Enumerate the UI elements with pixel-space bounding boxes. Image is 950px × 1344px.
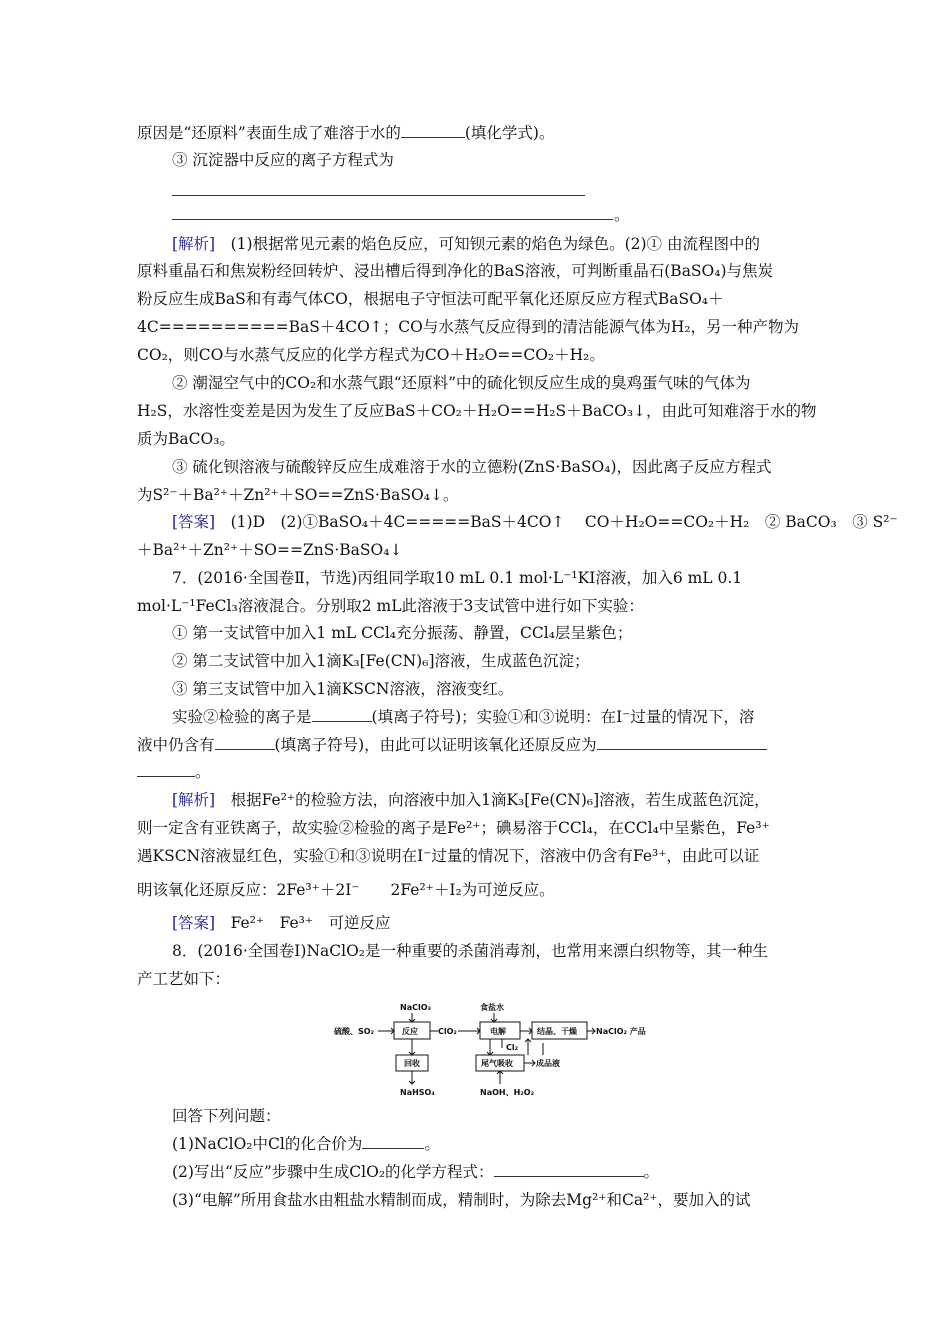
label-finished: 成品液: [536, 1059, 560, 1068]
question-line: [172, 1162, 817, 1182]
question-line: mol·L⁻¹FeCl₃溶液混合。分别取2 mL此溶液于3支试管中进行如下实验：: [137, 597, 644, 615]
question-line: (3)“电解”所用食盐水由粗盐水精制而成，精制时，为除去Mg²⁺和Ca²⁺，要加入的试: [172, 1191, 751, 1209]
analysis-line: 质为BaCO₃。: [137, 430, 235, 448]
answer-rule: [172, 195, 585, 196]
question-line: [172, 1134, 817, 1154]
question-line: [137, 735, 817, 755]
label-acid: 硫酸、SO₂: [334, 1027, 375, 1036]
question-line: 8．(2016·全国卷Ⅰ)NaClO₂是一种重要的杀菌消毒剂，也常用来漂白织物等，其一种生: [172, 942, 768, 960]
analysis-line: 4C==========BaS＋4CO↑；CO与水蒸气反应得到的清洁能源气体为H₂，另一种产物为: [137, 318, 800, 336]
analysis-line: [172, 790, 817, 810]
text: 原因是“还原料”表面生成了难溶于水的: [137, 124, 401, 142]
text: (填离子符号)；实验①和③说明：在I⁻过量的情况下，溶: [371, 708, 755, 726]
analysis-line: CO₂，则CO与水蒸气反应的化学方程式为CO＋H₂O==CO₂＋H₂。: [137, 346, 605, 364]
answer-tag: [答案]: [172, 914, 216, 932]
text-line: ③ 沉淀器中反应的离子方程式为: [172, 151, 394, 169]
label-tail-gas: 尾气吸收: [481, 1059, 513, 1068]
analysis-line: [172, 234, 817, 254]
analysis-line: 粉反应生成BaS和有毒气体CO，根据电子守恒法可配平氧化还原反应方程式BaSO₄＋: [137, 290, 724, 308]
analysis-line: 为S²⁻＋Ba²⁺＋Zn²⁺＋SO==ZnS·BaSO₄↓。: [137, 486, 459, 504]
answer-line: [172, 913, 817, 933]
text: 实验②检验的离子是: [172, 708, 312, 726]
analysis-line: 原料重晶石和焦炭粉经回转炉、浸出槽后得到净化的BaS溶液，可判断重晶石(BaSO₄)与焦炭: [137, 262, 774, 280]
answer-blank: [401, 123, 465, 138]
analysis-line: ③ 硫化钡溶液与硫酸锌反应生成难溶于水的立德粉(ZnS·BaSO₄)，因此离子反应方程式: [172, 458, 772, 476]
text: 。: [643, 1163, 660, 1181]
text: (填离子符号)，由此可以证明该氧化还原反应为: [274, 736, 597, 754]
text-line: 。: [614, 206, 630, 224]
answer-tag: [答案]: [172, 513, 216, 531]
label-reaction: 反应: [402, 1027, 418, 1036]
label-cl2: Cl₂: [506, 1043, 519, 1052]
analysis-line: 遇KSCN溶液显红色，实验①和③说明在I⁻过量的情况下，溶液中仍含有Fe³⁺，由此可以证: [137, 847, 760, 865]
text: 液中仍含有: [137, 736, 215, 754]
label-recover: 回收: [404, 1059, 420, 1068]
analysis-tag: [解析]: [172, 791, 216, 809]
label-product: NaClO₂ 产品: [596, 1027, 646, 1036]
analysis-line: ② 潮湿空气中的CO₂和水蒸气跟“还原料”中的硫化钡反应生成的臭鸡蛋气味的气体为: [172, 374, 751, 392]
question-line: 产工艺如下：: [137, 970, 231, 988]
answer-blank: [494, 1162, 644, 1177]
text: (填化学式)。: [464, 124, 555, 142]
label-clo2: ClO₂: [438, 1027, 457, 1036]
answer-blank: [137, 762, 195, 777]
label-crystallize: 结晶、干燥: [537, 1027, 577, 1036]
text-line: [137, 123, 817, 143]
question-line: [172, 707, 817, 727]
label-nahso4: NaHSO₄: [400, 1088, 435, 1097]
label-brine: 食盐水: [480, 1003, 504, 1012]
text: (1)D (2)①BaSO₄＋4C=====BaS＋4CO↑ CO＋H₂O==CO₂＋H₂ ② BaCO₃ ③ S²⁻: [215, 513, 898, 531]
analysis-tag: [解析]: [172, 235, 216, 253]
question-line: ① 第一支试管中加入1 mL CCl₄充分振荡、静置，CCl₄层呈紫色；: [172, 624, 633, 642]
analysis-line: 则一定含有亚铁离子，故实验②检验的离子是Fe²⁺；碘易溶于CCl₄，在CCl₄中呈紫色，Fe³⁺: [137, 819, 770, 837]
answer-rule: [172, 219, 613, 220]
label-electrolysis: 电解: [490, 1027, 506, 1036]
label-naclo3: NaClO₃: [400, 1003, 432, 1012]
label-naoh: NaOH、H₂O₂: [480, 1088, 535, 1097]
text: 根据Fe²⁺的检验方法，向溶液中加入1滴K₃[Fe(CN)₆]溶液，若生成蓝色沉淀，: [215, 791, 770, 809]
text: Fe²⁺ Fe³⁺ 可逆反应: [215, 914, 391, 932]
answer-line: ＋Ba²⁺＋Zn²⁺＋SO==ZnS·BaSO₄↓: [137, 541, 403, 559]
question-line: ③ 第三支试管中加入1滴KSCN溶液，溶液变红。: [172, 680, 514, 698]
answer-blank: [312, 707, 372, 722]
analysis-line: H₂S，水溶性变差是因为发生了反应BaS＋CO₂＋H₂O==H₂S＋BaCO₃↓，由此可知难溶于水的物: [137, 402, 817, 420]
process-flow-diagram: [330, 1000, 660, 1110]
answer-blank: [215, 735, 275, 750]
question-line: 回答下列问题：: [172, 1107, 281, 1125]
text: 。: [195, 763, 211, 781]
question-line: [137, 762, 817, 782]
text: (1)根据常见元素的焰色反应，可知钡元素的焰色为绿色。(2)① 由流程图中的: [215, 235, 760, 253]
answer-blank: [362, 1134, 424, 1149]
question-line: ② 第二支试管中加入1滴K₃[Fe(CN)₆]溶液，生成蓝色沉淀；: [172, 652, 590, 670]
text: 。: [424, 1135, 440, 1153]
analysis-line: 明该氧化还原反应：2Fe³⁺＋2I⁻ 2Fe²⁺＋I₂为可逆反应。: [137, 881, 555, 899]
text: (1)NaClO₂中Cl的化合价为: [172, 1135, 363, 1153]
answer-blank: [597, 735, 767, 750]
answer-line: [172, 512, 898, 532]
text: (2)写出“反应”步骤中生成ClO₂的化学方程式：: [172, 1163, 494, 1181]
question-line: 7．(2016·全国卷Ⅱ，节选)丙组同学取10 mL 0.1 mol·L⁻¹KI溶液，加入6 mL 0.1: [172, 569, 743, 587]
